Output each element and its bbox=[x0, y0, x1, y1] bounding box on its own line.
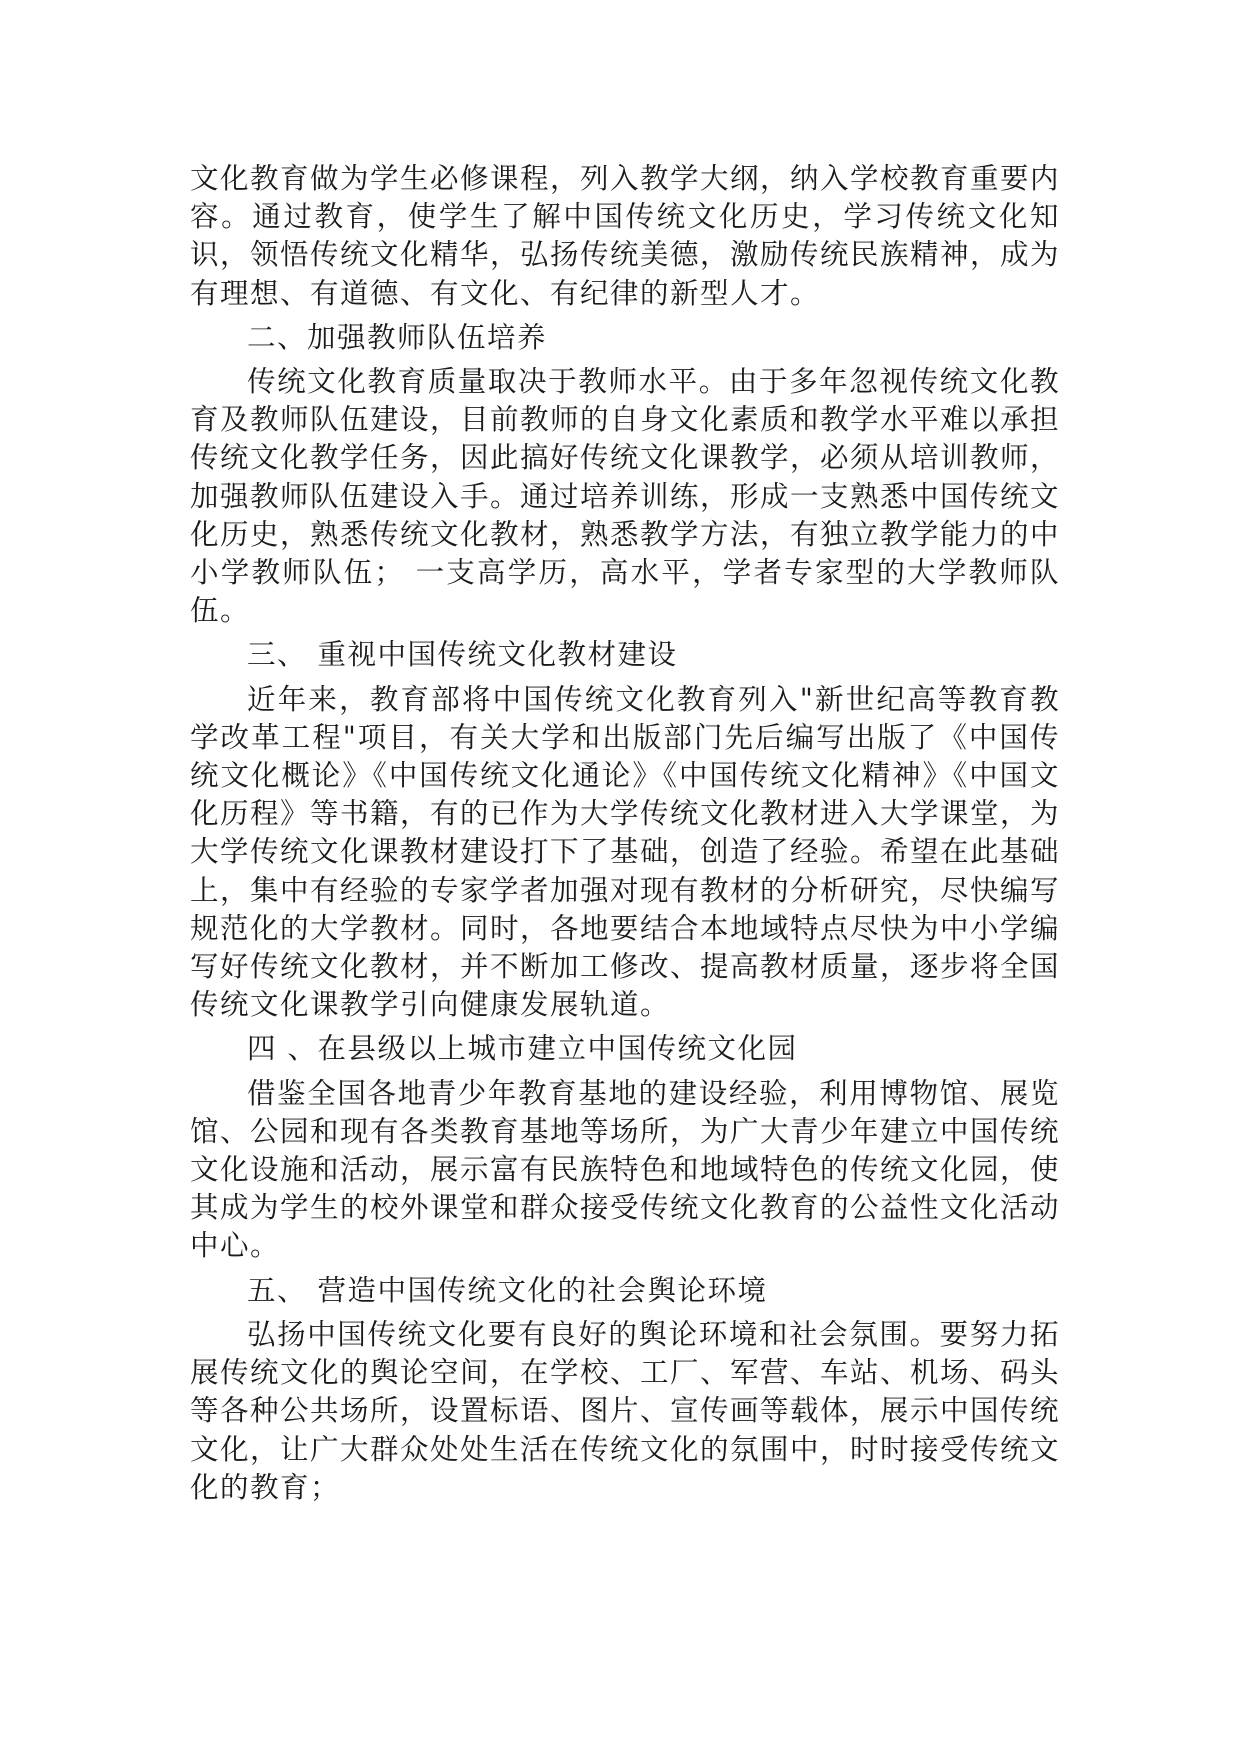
section-heading-3: 三、 重视中国传统文化教材建设 bbox=[247, 638, 678, 672]
body-paragraph: 文化教育做为学生必修课程，列入教学大纲，纳入学校教育重要内容。通过教育，使学生了解中国传统文化历史，学习传统文化知识，领悟传统文化精华，弘扬传统美德，激励传统民族精神，成为有理想、有道德、有文化、有纪律的新型人才。 bbox=[190, 162, 1061, 310]
body-paragraph: 近年来，教育部将中国传统文化教育列入"新世纪高等教育教学改革工程"项目，有关大学和出版部门先后编写出版了《中国传统文化概论》《中国传统文化通论》《中国传统文化精神》《中国文化历程》等书籍，有的已作为大学传统文化教材进入大学课堂，为大学传统文化课教材建设打下了基础，创造了经验。希望在此基础上，集中有经验的专家学者加强对现有教材的分析研究，尽快编写规范化的大学教材。同时，各地要结合本地域特点尽快为中小学编写好传统文化教材，并不断加工修改、提高教材质量，逐步将全国传统文化课教学引向健康发展轨道。 bbox=[190, 682, 1061, 1022]
section-heading-5: 五、 营造中国传统文化的社会舆论环境 bbox=[247, 1273, 768, 1307]
body-paragraph: 传统文化教育质量取决于教师水平。由于多年忽视传统文化教育及教师队伍建设，目前教师的自身文化素质和教学水平难以承担传统文化教学任务，因此搞好传统文化课教学，必须从培训教师，加强教师队伍建设入手。通过培养训练，形成一支熟悉中国传统文化历史，熟悉传统文化教材，熟悉教学方法，有独立教学能力的中小学教师队伍； 一支高学历，高水平，学者专家型的大学教师队伍。 bbox=[190, 365, 1061, 628]
section-heading-4: 四 、在县级以上城市建立中国传统文化园 bbox=[247, 1032, 798, 1066]
document-page bbox=[190, 160, 1060, 1507]
section-heading-2: 二、加强教师队伍培养 bbox=[247, 320, 548, 354]
body-paragraph: 借鉴全国各地青少年教育基地的建设经验，利用博物馆、展览馆、公园和现有各类教育基地等场所，为广大青少年建立中国传统文化设施和活动，展示富有民族特色和地域特色的传统文化园，使其成为学生的校外课堂和群众接受传统文化教育的公益性文化活动中心。 bbox=[190, 1076, 1061, 1263]
body-paragraph: 弘扬中国传统文化要有良好的舆论环境和社会氛围。要努力拓展传统文化的舆论空间，在学校、工厂、军营、车站、机场、码头等各种公共场所，设置标语、图片、宣传画等载体，展示中国传统文化，让广大群众处处生活在传统文化的氛围中，时时接受传统文化的教育； bbox=[190, 1317, 1061, 1504]
